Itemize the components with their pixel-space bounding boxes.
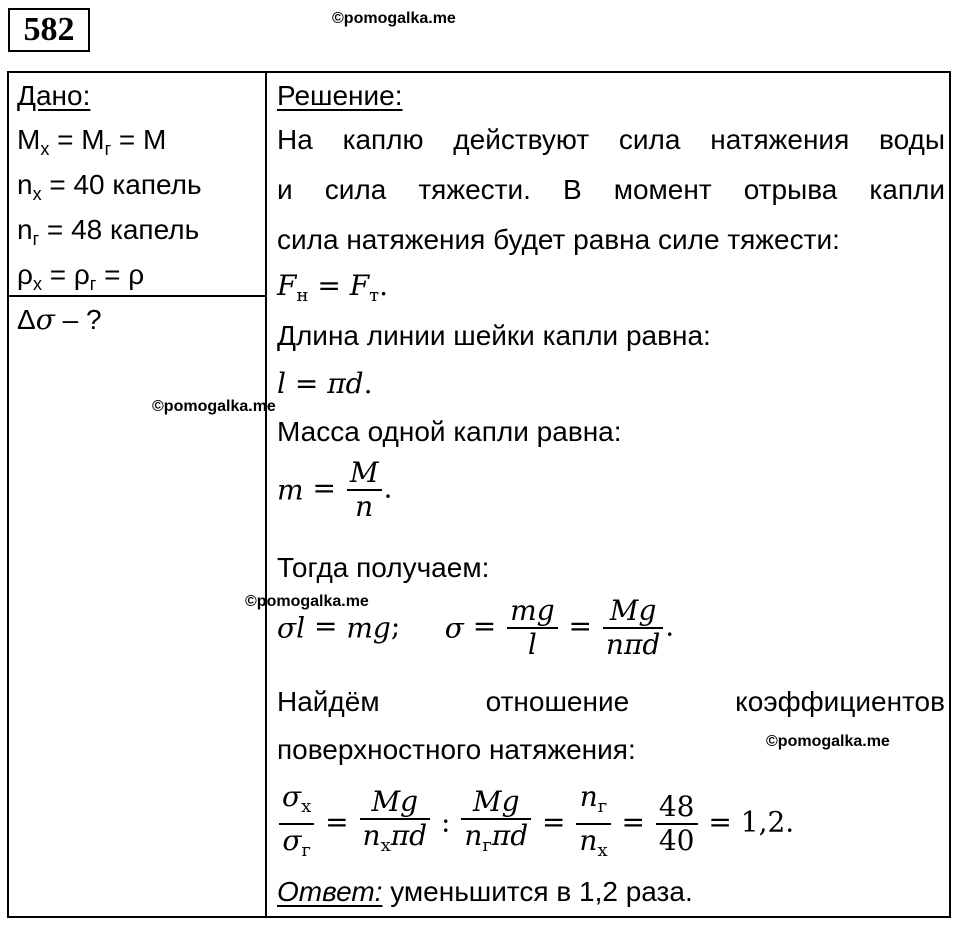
formula-mass: m = $\frac{M}{n}$ . [277, 456, 393, 523]
formula-ratio: $\frac{\sigma_х}{\sigma_г}$ = $\frac{Mg}{n_х\pi d}$ : $\frac{Mg}{n_г\pi d}$ = $\frac{n_г}{n_х}$ = $\frac{48}{40}$ = 1,2. [277, 781, 794, 867]
solution-p4: Тогда получаем: [277, 552, 490, 583]
solution-header: Решение: [277, 80, 403, 111]
watermark: ©pomogalka.me [152, 398, 276, 415]
answer-label: Ответ: [277, 876, 383, 907]
watermark: ©pomogalka.me [766, 733, 890, 750]
given-line-mass: $M_х = M_г = M$ [17, 124, 167, 159]
given-line-nx: $n_х = 40$ капель [17, 169, 202, 204]
answer-text: уменьшится в 1,2 раза. [382, 876, 693, 907]
answer-line [277, 875, 693, 909]
solution-p1-line1: На каплю действуют сила натяжения воды [277, 124, 945, 155]
problem-number: 582 [8, 8, 90, 52]
given-line-ng: $n_г = 48$ капель [17, 214, 200, 249]
solution-p5-line1: Найдём отношение коэффициентов [277, 686, 945, 717]
solution-p1-line2: и сила тяжести. В момент отрыва капли [277, 174, 945, 205]
solution-p3: Масса одной капли равна: [277, 416, 622, 447]
column-divider [265, 73, 267, 916]
solution-p1-line3: сила натяжения будет равна силе тяжести: [277, 224, 840, 255]
watermark: ©pomogalka.me [245, 593, 369, 610]
formula-length: l = πd. [277, 367, 373, 400]
formula-forces: $F_н = F_т$. [277, 269, 389, 306]
solution-p2: Длина линии шейки капли равна: [277, 320, 711, 351]
watermark: ©pomogalka.me [332, 10, 456, 27]
given-header: Дано: [17, 80, 91, 111]
find-line: Δσ – ? [17, 303, 102, 336]
given-line-density: $\rho_х = \rho_г = \rho$ [17, 259, 145, 294]
solution-table [7, 71, 951, 918]
formula-sigma: σl = mg; σ = $\frac{mg}{l}$ = $\frac{Mg}{\text{nπd}}$ . [277, 594, 675, 661]
solution-p5-line2: поверхностного натяжения: [277, 734, 636, 765]
